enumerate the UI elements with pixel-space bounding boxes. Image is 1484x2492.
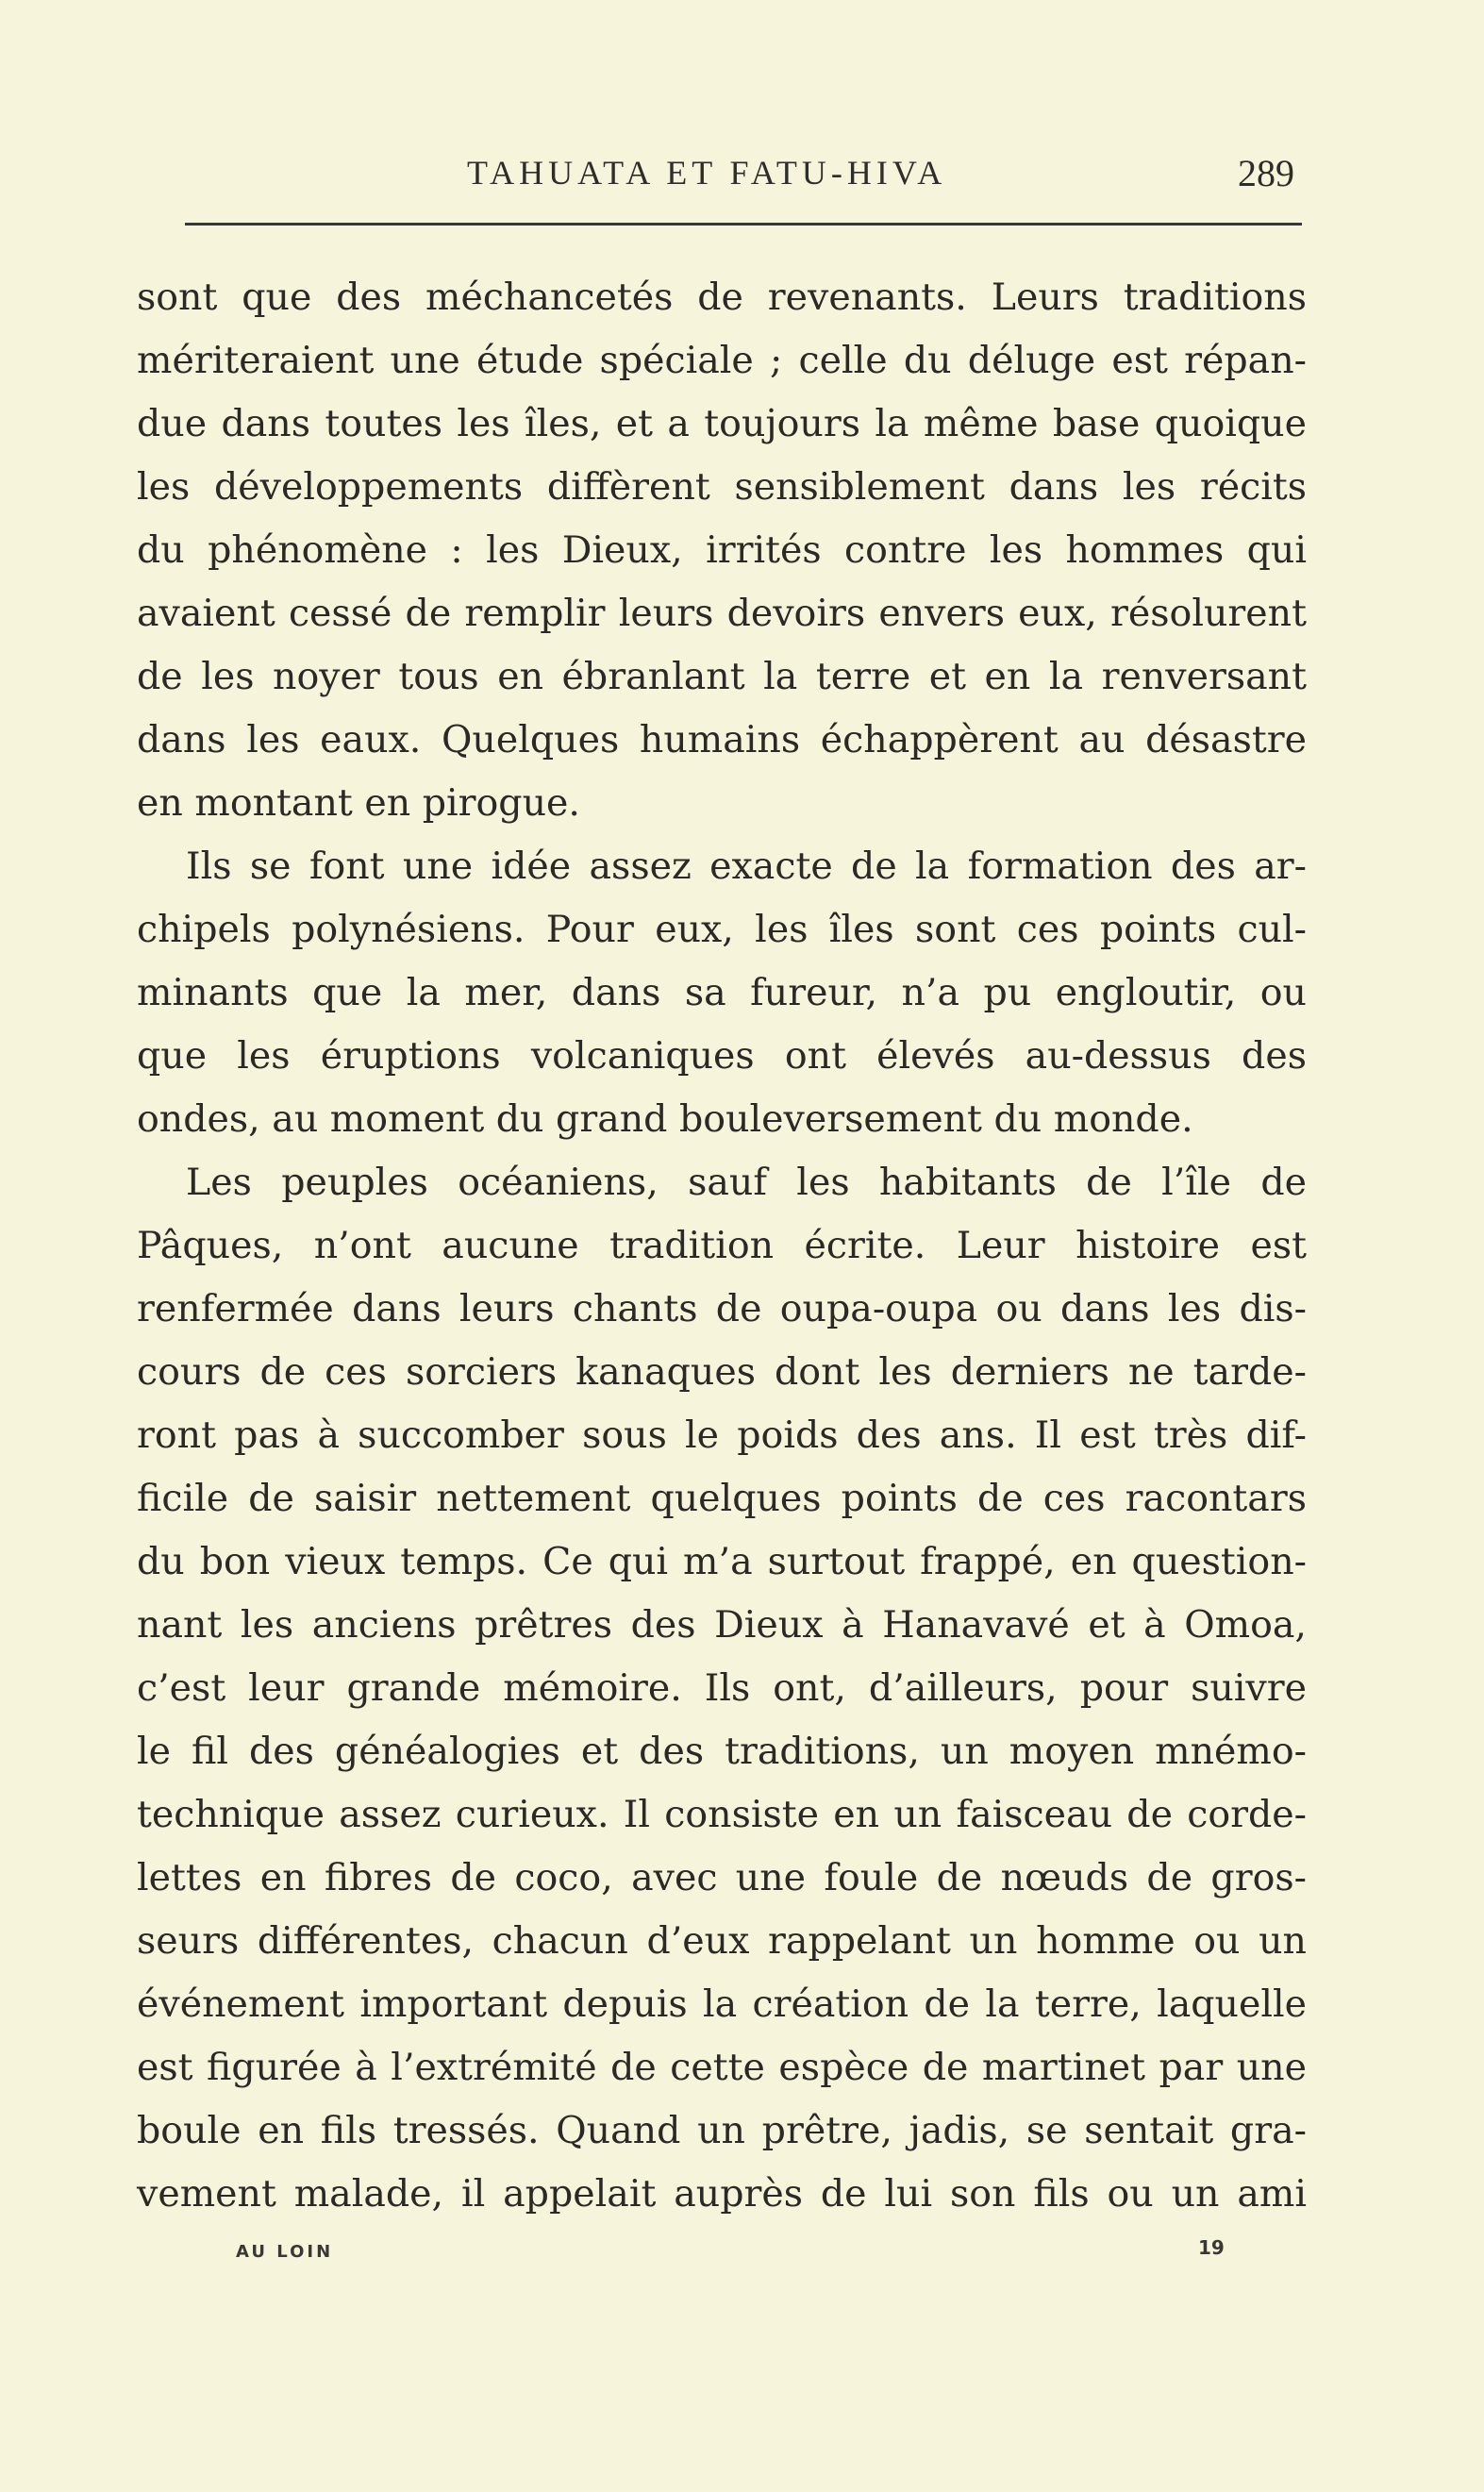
running-title: TAHUATA ET FATU-HIVA [467, 154, 947, 192]
header-rule [185, 223, 1302, 226]
text-line: du bon vieux temps. Ce qui m’a surtout frappé, en question- [137, 1540, 1307, 1583]
text-line: du phénomène : les Dieux, irrités contre les hommes qui [137, 528, 1307, 572]
text-line: boule en fils tressés. Quand un prêtre, jadis, se sentait gra- [137, 2109, 1307, 2152]
signature-mark: 19 [1198, 2236, 1225, 2259]
text-line: de les noyer tous en ébranlant la terre et en la renversant [137, 655, 1307, 698]
text-line: minants que la mer, dans sa fureur, n’a pu engloutir, ou [137, 971, 1307, 1014]
text-line: lettes en fibres de coco, avec une foule de nœuds de gros- [137, 1856, 1307, 1899]
signature-title: AU LOIN [236, 2242, 334, 2262]
text-line: technique assez curieux. Il consiste en un faisceau de corde- [137, 1793, 1307, 1836]
text-line: ondes, au moment du grand bouleversement du monde. [137, 1097, 1193, 1141]
printer-signature [0, 2236, 1484, 2274]
text-line: les développements diffèrent sensiblement dans les récits [137, 465, 1307, 509]
text-line: que les éruptions volcaniques ont élevés au-dessus des [137, 1034, 1307, 1078]
text-line: en montant en pirogue. [137, 781, 580, 825]
text-line: est figurée à l’extrémité de cette espèce de martinet par une [137, 2046, 1307, 2089]
text-line: sont que des méchancetés de revenants. Leurs traditions [137, 276, 1307, 319]
text-line: mériteraient une étude spéciale ; celle du déluge est répan- [137, 339, 1307, 382]
text-line: Les peuples océaniens, sauf les habitants de l’île de [186, 1161, 1307, 1204]
text-line: renfermée dans leurs chants de oupa-oupa ou dans les dis- [137, 1287, 1307, 1330]
text-line: ront pas à succomber sous le poids des ans. Il est très dif- [137, 1413, 1307, 1457]
text-line: chipels polynésiens. Pour eux, les îles sont ces points cul- [137, 908, 1307, 951]
text-line: ficile de saisir nettement quelques points de ces racontars [137, 1477, 1307, 1520]
page-number: 289 [1238, 152, 1294, 194]
text-line: c’est leur grande mémoire. Ils ont, d’ailleurs, pour suivre [137, 1666, 1307, 1710]
text-line: due dans toutes les îles, et a toujours la même base quoique [137, 402, 1307, 445]
text-line: Ils se font une idée assez exacte de la formation des ar- [186, 845, 1307, 888]
body-text [137, 266, 1307, 2226]
text-line: le fil des généalogies et des traditions, un moyen mnémo- [137, 1730, 1307, 1773]
running-head [0, 142, 1484, 198]
text-line: cours de ces sorciers kanaques dont les derniers ne tarde- [137, 1350, 1307, 1394]
text-line: nant les anciens prêtres des Dieux à Hanavavé et à Omoa, [137, 1603, 1307, 1647]
text-line: vement malade, il appelait auprès de lui son fils ou un ami [137, 2172, 1307, 2216]
text-line: Pâques, n’ont aucune tradition écrite. Leur histoire est [137, 1224, 1307, 1267]
text-line: dans les eaux. Quelques humains échappèrent au désastre [137, 718, 1307, 761]
text-line: événement important depuis la création de la terre, laquelle [137, 1982, 1307, 2026]
text-line: seurs différentes, chacun d’eux rappelant un homme ou un [137, 1919, 1307, 1963]
text-line: avaient cessé de remplir leurs devoirs envers eux, résolurent [137, 592, 1307, 635]
